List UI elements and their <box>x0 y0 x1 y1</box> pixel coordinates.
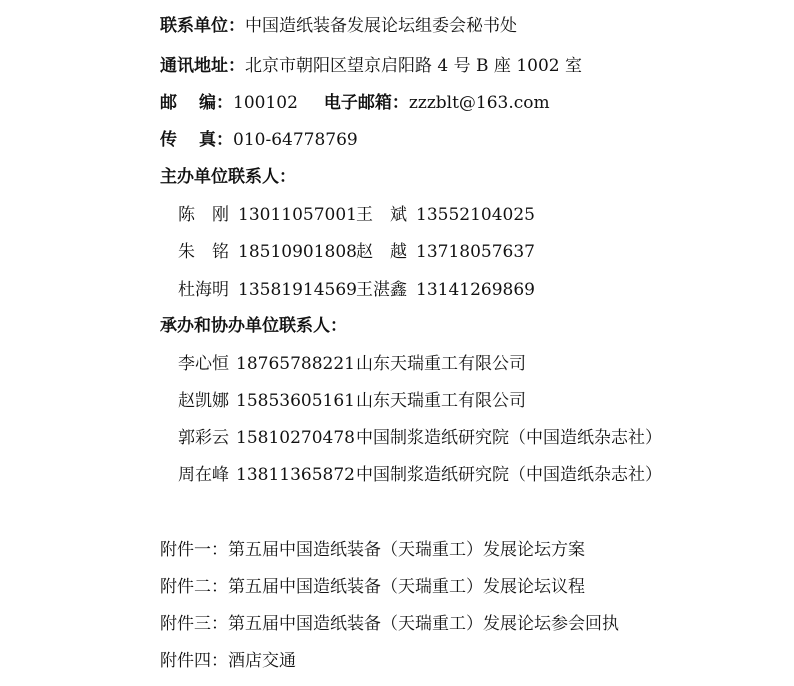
contact-name: 朱 铭 <box>178 242 229 262</box>
email-label: 电子邮箱： <box>323 93 409 113</box>
fax-value: 010-64778769 <box>233 130 358 150</box>
contact-phone: 13581914569 <box>238 280 357 300</box>
host-contacts-heading <box>160 164 296 190</box>
address-value: 北京市朝阳区望京启阳路 4 号 B 座 1002 室 <box>245 56 582 76</box>
postcode-email-line <box>160 90 550 116</box>
contact-unit-line <box>160 13 517 39</box>
fax-line <box>160 127 358 153</box>
attachment-item: 附件四：酒店交通 <box>160 651 296 671</box>
contact-name: 王 斌 <box>356 205 407 225</box>
postcode-value: 100102 <box>233 93 298 113</box>
contact-phone: 15810270478 <box>236 428 355 448</box>
contact-name: 杜海明 <box>178 280 229 300</box>
contact-phone: 13552104025 <box>416 205 535 225</box>
attachment-item: 附件三：第五届中国造纸装备（天瑞重工）发展论坛参会回执 <box>160 614 619 634</box>
contact-phone: 13011057001 <box>238 205 357 225</box>
organizer-contact-row <box>178 388 526 414</box>
contact-phone: 15853605161 <box>236 391 355 411</box>
organizer-contact-row <box>178 462 662 488</box>
email-value: zzzblt@163.com <box>408 93 550 113</box>
address-line <box>160 53 582 79</box>
contact-name: 周在峰 <box>178 465 229 485</box>
attachment-item: 附件二：第五届中国造纸装备（天瑞重工）发展论坛议程 <box>160 577 585 597</box>
fax-label-a: 传 <box>160 130 177 150</box>
organizer-contact-row <box>178 351 526 377</box>
contact-organization: 中国制浆造纸研究院（中国造纸杂志社） <box>356 465 662 485</box>
host-contact-row <box>178 239 535 265</box>
contact-name: 郭彩云 <box>178 428 229 448</box>
contact-phone: 13718057637 <box>416 242 535 262</box>
contact-organization: 山东天瑞重工有限公司 <box>356 391 526 411</box>
contact-name: 李心恒 <box>178 354 229 374</box>
postcode-label-a: 邮 <box>160 93 177 113</box>
fax-label-b: 真： <box>199 130 233 150</box>
postcode-label-b: 编： <box>199 93 233 113</box>
contact-unit-value: 中国造纸装备发展论坛组委会秘书处 <box>245 16 517 36</box>
contact-unit-label: 联系单位： <box>160 16 245 36</box>
contact-organization: 山东天瑞重工有限公司 <box>356 354 526 374</box>
host-contact-row <box>178 277 535 303</box>
host-contact-row <box>178 202 535 228</box>
organizer-contact-row <box>178 425 662 451</box>
contact-name: 王湛鑫 <box>356 280 407 300</box>
organizer-contacts-heading-text: 承办和协办单位联系人： <box>160 316 347 336</box>
contact-phone: 13141269869 <box>416 280 535 300</box>
contact-name: 赵 越 <box>356 242 407 262</box>
host-contacts-heading-text: 主办单位联系人： <box>160 167 296 187</box>
contact-name: 赵凯娜 <box>178 391 229 411</box>
contact-phone: 18510901808 <box>238 242 357 262</box>
contact-phone: 13811365872 <box>236 465 355 485</box>
attachment-item: 附件一：第五届中国造纸装备（天瑞重工）发展论坛方案 <box>160 540 585 560</box>
organizer-contacts-heading <box>160 313 347 339</box>
contact-phone: 18765788221 <box>236 354 355 374</box>
contact-name: 陈 刚 <box>178 205 229 225</box>
contact-organization: 中国制浆造纸研究院（中国造纸杂志社） <box>356 428 662 448</box>
address-label: 通讯地址： <box>160 56 245 76</box>
